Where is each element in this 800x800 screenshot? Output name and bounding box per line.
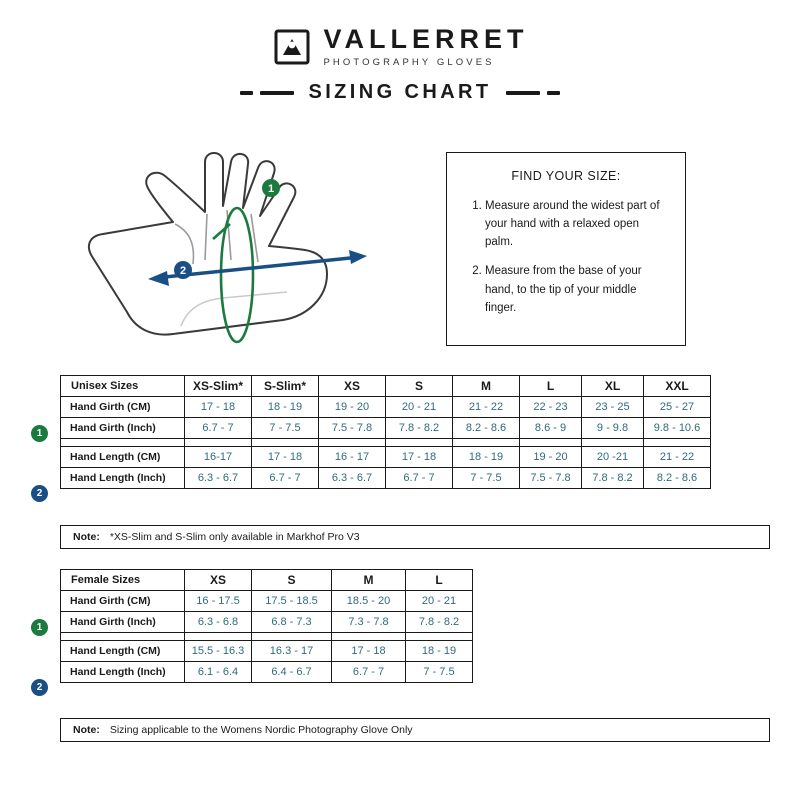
table-row xyxy=(61,468,711,489)
female-length-marker: 2 xyxy=(31,679,48,696)
hand-measurement-diagram xyxy=(55,140,425,350)
unisex-sizes-table xyxy=(60,375,711,489)
unisex-r3c5: 7.5 - 7.8 xyxy=(520,468,582,489)
find-step-1: 1. Measure around the widest part of your hand with a relaxed open palm. xyxy=(485,197,669,251)
female-sizes-table xyxy=(60,569,473,683)
unisex-r2c4: 18 - 19 xyxy=(453,447,520,468)
female-r3c1: 6.4 - 6.7 xyxy=(252,662,332,683)
unisex-col-6: XL xyxy=(582,376,644,397)
unisex-r2c5: 19 - 20 xyxy=(520,447,582,468)
female-r1c2: 7.3 - 7.8 xyxy=(332,612,406,633)
unisex-r1c5: 8.6 - 9 xyxy=(520,418,582,439)
vallerret-mountain-logo-icon xyxy=(272,27,312,67)
table-row xyxy=(61,662,473,683)
unisex-r0c3: 20 - 21 xyxy=(386,397,453,418)
female-r2c1: 16.3 - 17 xyxy=(252,641,332,662)
unisex-r3c3: 6.7 - 7 xyxy=(386,468,453,489)
female-r0c3: 20 - 21 xyxy=(406,591,473,612)
unisex-corner-label: Unisex Sizes xyxy=(61,376,185,397)
find-your-size-box xyxy=(446,152,686,346)
female-col-1: S xyxy=(252,570,332,591)
unisex-sizes-table-wrap xyxy=(60,375,711,489)
table-row-header xyxy=(61,376,711,397)
unisex-r0c6: 23 - 25 xyxy=(582,397,644,418)
unisex-r3c4: 7 - 7.5 xyxy=(453,468,520,489)
unisex-col-4: M xyxy=(453,376,520,397)
female-note-box xyxy=(60,718,770,742)
female-sizes-table-wrap xyxy=(60,569,473,683)
female-note-label: Note: xyxy=(73,724,100,736)
unisex-row-1-label: Hand Girth (Inch) xyxy=(61,418,185,439)
female-r2c0: 15.5 - 16.3 xyxy=(185,641,252,662)
page-header xyxy=(0,26,800,104)
unisex-girth-marker: 1 xyxy=(31,425,48,442)
unisex-r1c1: 7 - 7.5 xyxy=(252,418,319,439)
unisex-r2c2: 16 - 17 xyxy=(319,447,386,468)
female-r1c3: 7.8 - 8.2 xyxy=(406,612,473,633)
female-row-1-label: Hand Girth (Inch) xyxy=(61,612,185,633)
female-r2c3: 18 - 19 xyxy=(406,641,473,662)
unisex-r1c2: 7.5 - 7.8 xyxy=(319,418,386,439)
table-row xyxy=(61,447,711,468)
female-r0c0: 16 - 17.5 xyxy=(185,591,252,612)
unisex-r3c6: 7.8 - 8.2 xyxy=(582,468,644,489)
unisex-col-7: XXL xyxy=(644,376,711,397)
unisex-row-0-label: Hand Girth (CM) xyxy=(61,397,185,418)
female-r3c3: 7 - 7.5 xyxy=(406,662,473,683)
female-col-0: XS xyxy=(185,570,252,591)
unisex-r2c0: 16-17 xyxy=(185,447,252,468)
sizing-title-row xyxy=(0,81,800,104)
female-girth-marker: 1 xyxy=(31,619,48,636)
female-corner-label: Female Sizes xyxy=(61,570,185,591)
unisex-note-label: Note: xyxy=(73,531,100,543)
unisex-r2c3: 17 - 18 xyxy=(386,447,453,468)
female-row-3-label: Hand Length (Inch) xyxy=(61,662,185,683)
female-col-2: M xyxy=(332,570,406,591)
unisex-r3c1: 6.7 - 7 xyxy=(252,468,319,489)
unisex-row-2-label: Hand Length (CM) xyxy=(61,447,185,468)
unisex-row-3-label: Hand Length (Inch) xyxy=(61,468,185,489)
table-row-spacer xyxy=(61,633,473,641)
unisex-r0c1: 18 - 19 xyxy=(252,397,319,418)
unisex-r0c5: 22 - 23 xyxy=(520,397,582,418)
find-step-2: 2. Measure from the base of your hand, to the tip of your middle finger. xyxy=(485,262,669,316)
find-your-size-steps xyxy=(463,197,669,317)
unisex-r0c4: 21 - 22 xyxy=(453,397,520,418)
female-row-0-label: Hand Girth (CM) xyxy=(61,591,185,612)
unisex-r3c2: 6.3 - 6.7 xyxy=(319,468,386,489)
brand-text xyxy=(324,26,529,68)
female-r3c2: 6.7 - 7 xyxy=(332,662,406,683)
table-row xyxy=(61,641,473,662)
open-palm-hand-illustration-icon xyxy=(55,140,425,350)
female-note-text: Sizing applicable to the Womens Nordic Photography Glove Only xyxy=(109,724,413,736)
right-dash-ornament xyxy=(506,91,560,95)
table-row xyxy=(61,418,711,439)
unisex-r1c4: 8.2 - 8.6 xyxy=(453,418,520,439)
unisex-r3c7: 8.2 - 8.6 xyxy=(644,468,711,489)
unisex-r1c0: 6.7 - 7 xyxy=(185,418,252,439)
female-r1c0: 6.3 - 6.8 xyxy=(185,612,252,633)
table-row xyxy=(61,612,473,633)
left-dash-ornament xyxy=(240,91,294,95)
female-col-3: L xyxy=(406,570,473,591)
page-title: SIZING CHART xyxy=(308,81,492,103)
brand-subtitle: PHOTOGRAPHY GLOVES xyxy=(323,57,495,68)
unisex-col-0: XS-Slim* xyxy=(185,376,252,397)
unisex-r2c1: 17 - 18 xyxy=(252,447,319,468)
female-row-2-label: Hand Length (CM) xyxy=(61,641,185,662)
female-r3c0: 6.1 - 6.4 xyxy=(185,662,252,683)
table-row-header xyxy=(61,570,473,591)
unisex-r1c6: 9 - 9.8 xyxy=(582,418,644,439)
unisex-r1c3: 7.8 - 8.2 xyxy=(386,418,453,439)
unisex-col-3: S xyxy=(386,376,453,397)
female-r0c1: 17.5 - 18.5 xyxy=(252,591,332,612)
brand-name: VALLERRET xyxy=(323,24,529,54)
female-r0c2: 18.5 - 20 xyxy=(332,591,406,612)
unisex-r2c7: 21 - 22 xyxy=(644,447,711,468)
table-row xyxy=(61,591,473,612)
unisex-length-marker: 2 xyxy=(31,485,48,502)
unisex-r0c0: 17 - 18 xyxy=(185,397,252,418)
female-r2c2: 17 - 18 xyxy=(332,641,406,662)
female-r1c1: 6.8 - 7.3 xyxy=(252,612,332,633)
unisex-r2c6: 20 -21 xyxy=(582,447,644,468)
unisex-r3c0: 6.3 - 6.7 xyxy=(185,468,252,489)
unisex-col-5: L xyxy=(520,376,582,397)
table-row-spacer xyxy=(61,439,711,447)
brand-row xyxy=(0,26,800,68)
unisex-note-box xyxy=(60,525,770,549)
unisex-col-2: XS xyxy=(319,376,386,397)
unisex-col-1: S-Slim* xyxy=(252,376,319,397)
table-row xyxy=(61,397,711,418)
unisex-r0c2: 19 - 20 xyxy=(319,397,386,418)
unisex-r1c7: 9.8 - 10.6 xyxy=(644,418,711,439)
unisex-note-text: *XS-Slim and S-Slim only available in Markhof Pro V3 xyxy=(109,531,360,543)
find-your-size-title: FIND YOUR SIZE: xyxy=(511,169,621,183)
svg-text:1: 1 xyxy=(267,183,275,195)
svg-text:2: 2 xyxy=(179,265,187,277)
unisex-r0c7: 25 - 27 xyxy=(644,397,711,418)
